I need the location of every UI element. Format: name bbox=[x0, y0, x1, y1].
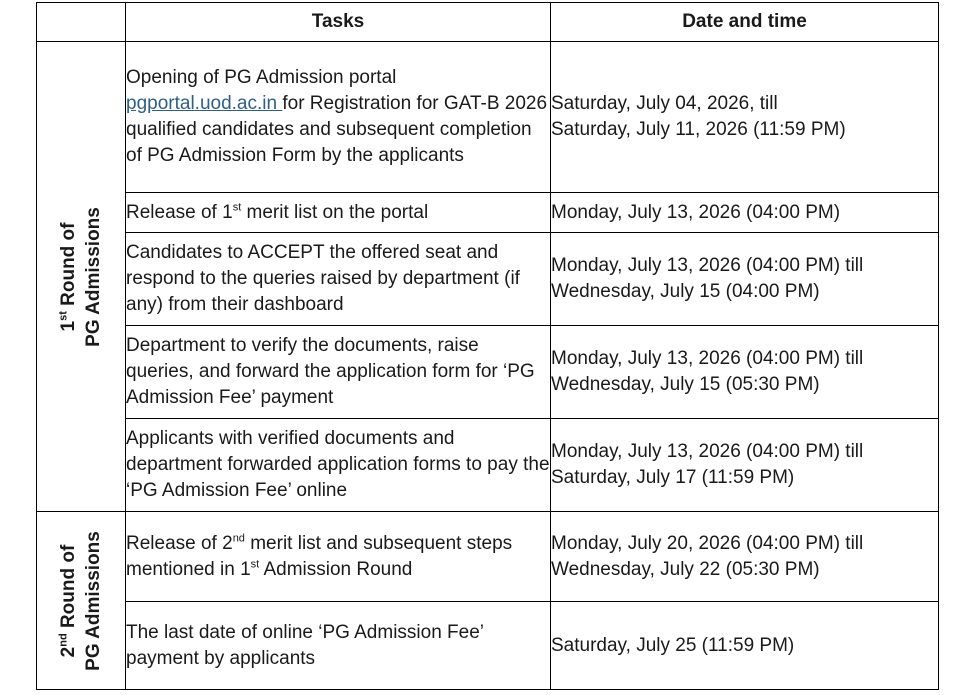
round-1-cell bbox=[37, 42, 126, 512]
task-cell: Candidates to ACCEPT the offered seat and respond to the queries raised by department (if any) from their dashboard bbox=[126, 233, 551, 326]
corner-cell bbox=[37, 3, 126, 42]
table-row bbox=[37, 419, 939, 512]
round-2-cell bbox=[37, 512, 126, 690]
table-row bbox=[37, 512, 939, 602]
table-row bbox=[37, 193, 939, 233]
header-row bbox=[37, 3, 939, 42]
date-cell: Monday, July 13, 2026 (04:00 PM) till Saturday, July 17 (11:59 PM) bbox=[551, 419, 939, 512]
date-cell: Saturday, July 04, 2026, till Saturday, July 11, 2026 (11:59 PM) bbox=[551, 42, 939, 193]
date-cell: Saturday, July 25 (11:59 PM) bbox=[551, 602, 939, 690]
round-1-label: 1st Round of PG Admissions bbox=[57, 206, 104, 347]
task-cell: Opening of PG Admission portal pgportal.uod.ac.in for Registration for GAT-B 2026 qualified candidates and subsequent completion of PG Admission Form by the applicants bbox=[126, 42, 551, 193]
date-time-header: Date and time bbox=[551, 3, 939, 42]
task-cell: Release of 1st merit list on the portal bbox=[126, 193, 551, 233]
task-cell: The last date of online ‘PG Admission Fee’ payment by applicants bbox=[126, 602, 551, 690]
date-cell: Monday, July 13, 2026 (04:00 PM) till Wednesday, July 15 (04:00 PM) bbox=[551, 233, 939, 326]
round-2-label: 2nd Round of PG Admissions bbox=[57, 530, 104, 671]
tasks-header: Tasks bbox=[126, 3, 551, 42]
table-row bbox=[37, 602, 939, 690]
table-row bbox=[37, 233, 939, 326]
task-cell: Department to verify the documents, raise queries, and forward the application form for ‘PG Admission Fee’ payment bbox=[126, 326, 551, 419]
date-cell: Monday, July 13, 2026 (04:00 PM) till Wednesday, July 15 (05:30 PM) bbox=[551, 326, 939, 419]
task-cell: Release of 2nd merit list and subsequent steps mentioned in 1st Admission Round bbox=[126, 512, 551, 602]
date-cell: Monday, July 13, 2026 (04:00 PM) bbox=[551, 193, 939, 233]
portal-link[interactable]: pgportal.uod.ac.in bbox=[126, 93, 283, 114]
date-cell: Monday, July 20, 2026 (04:00 PM) till Wednesday, July 22 (05:30 PM) bbox=[551, 512, 939, 602]
table-row bbox=[37, 42, 939, 193]
task-cell: Applicants with verified documents and department forwarded application forms to pay the ‘PG Admission Fee’ online bbox=[126, 419, 551, 512]
admission-schedule-table bbox=[36, 2, 939, 690]
table-row bbox=[37, 326, 939, 419]
